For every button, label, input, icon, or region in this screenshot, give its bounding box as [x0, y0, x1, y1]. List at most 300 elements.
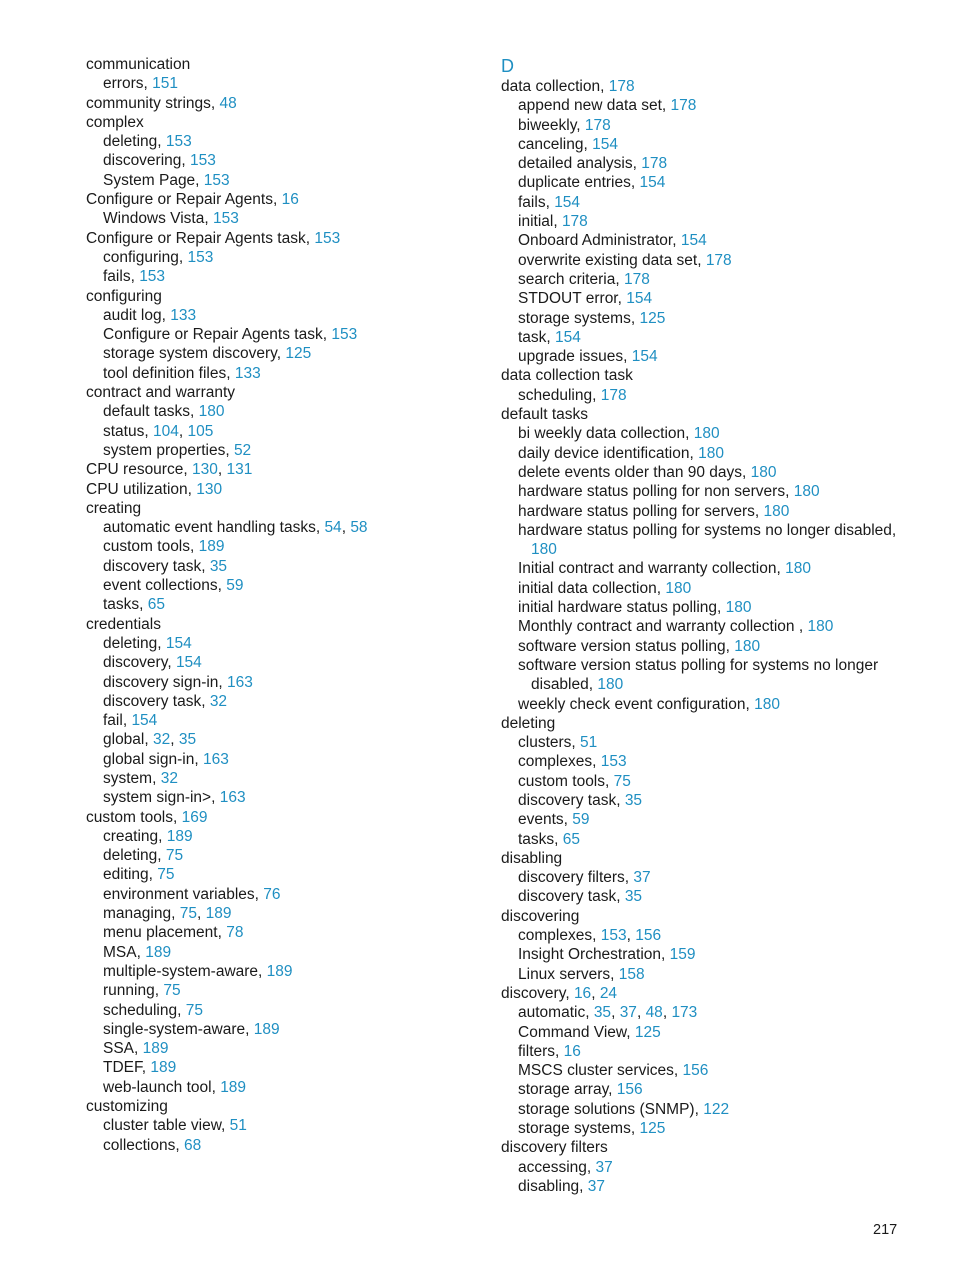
page-reference-link[interactable]: 153 — [600, 927, 627, 945]
page-reference-link[interactable]: 169 — [181, 808, 208, 826]
page-reference-link[interactable]: 180 — [763, 502, 790, 520]
entry-content — [518, 696, 780, 713]
entry-content — [518, 638, 760, 655]
page-reference-link[interactable]: 52 — [233, 441, 252, 459]
entry-content — [103, 268, 165, 285]
page-reference-link[interactable]: 180 — [531, 541, 557, 559]
page-reference-link[interactable]: 125 — [639, 1120, 666, 1138]
page-reference-link[interactable]: 154 — [131, 712, 158, 730]
entry-content — [518, 811, 590, 828]
entry-term: initial, — [518, 213, 562, 231]
page-reference-link[interactable]: 154 — [554, 193, 581, 211]
entry-term: accessing, — [518, 1158, 596, 1176]
page-reference-link[interactable]: 156 — [616, 1081, 643, 1099]
entry-content — [518, 618, 833, 635]
index-subentry — [86, 788, 476, 807]
entry-content — [501, 715, 555, 732]
index-subentry — [501, 193, 911, 212]
entry-term: storage systems, — [518, 1120, 640, 1138]
entry-term: custom tools, — [103, 538, 199, 556]
entry-term: System Page, — [103, 171, 204, 189]
page-reference-link[interactable]: 154 — [680, 232, 707, 250]
page-reference-link[interactable]: 58 — [350, 519, 368, 537]
index-entry — [501, 714, 911, 733]
entry-content — [518, 560, 811, 577]
entry-term: filters, — [518, 1042, 564, 1060]
page-reference-link[interactable]: 37 — [595, 1158, 613, 1176]
page-reference-link[interactable]: 125 — [639, 309, 666, 327]
index-subentry — [86, 673, 476, 692]
index-subentry — [501, 733, 911, 752]
index-column-left — [86, 55, 476, 1155]
entry-content — [518, 252, 732, 269]
entry-content — [518, 329, 581, 346]
page-reference-link[interactable]: 78 — [226, 924, 244, 942]
entry-content — [518, 425, 720, 442]
page-reference-link[interactable]: 133 — [170, 306, 197, 324]
entry-term: Linux servers, — [518, 965, 619, 983]
page-reference-link[interactable]: 180 — [725, 599, 752, 617]
page-reference-link[interactable]: 154 — [592, 135, 618, 153]
entry-term: fails, — [103, 268, 140, 286]
page-reference-link[interactable]: 189 — [253, 1020, 280, 1038]
index-subentry — [86, 1058, 476, 1077]
entry-content — [518, 503, 789, 520]
page-reference-link[interactable]: 37 — [633, 869, 651, 887]
page-reference-link[interactable]: 153 — [139, 268, 166, 286]
index-subentry — [86, 827, 476, 846]
index-subentry — [501, 135, 911, 154]
entry-term: upgrade issues, — [518, 348, 632, 366]
index-subentry — [86, 962, 476, 981]
entry-term: community strings, — [86, 94, 220, 112]
page-reference-link[interactable]: 48 — [645, 1004, 663, 1022]
index-subentry — [86, 653, 476, 672]
index-subentry — [86, 1039, 476, 1058]
entry-term: deleting, — [103, 847, 166, 865]
page-reference-link[interactable]: 65 — [562, 830, 581, 848]
page-reference-link[interactable]: 37 — [619, 1004, 637, 1022]
index-subentry — [501, 231, 911, 250]
entry-content — [86, 95, 237, 112]
page-reference-link[interactable]: 32 — [209, 692, 228, 710]
entry-content — [518, 348, 658, 365]
entry-term: discovering, — [103, 152, 191, 170]
page-reference-link[interactable]: 75 — [163, 982, 181, 1000]
index-subentry — [86, 537, 476, 556]
page-reference-link[interactable]: 189 — [142, 1040, 169, 1058]
page-reference-link[interactable]: 180 — [665, 579, 692, 597]
entry-content — [501, 908, 579, 925]
entry-term: disabled, — [531, 676, 598, 694]
index-subentry — [86, 981, 476, 1000]
page-reference-link[interactable]: 178 — [584, 116, 611, 134]
index-subentry — [501, 598, 911, 617]
entry-content — [518, 1024, 661, 1041]
page-reference-link[interactable]: 125 — [634, 1023, 661, 1041]
page-reference-link[interactable]: 180 — [597, 676, 624, 694]
index-entry — [501, 405, 911, 424]
page-reference-link[interactable]: 154 — [165, 634, 192, 652]
entry-content — [518, 483, 820, 500]
entry-content — [103, 365, 261, 382]
page-reference-link[interactable]: 35 — [178, 731, 197, 749]
index-subentry — [86, 1001, 476, 1020]
index-subentry — [501, 212, 911, 231]
entry-content — [518, 541, 557, 558]
entry-term: storage array, — [518, 1081, 617, 1099]
page-reference-link[interactable]: 16 — [573, 984, 592, 1002]
entry-term: Configure or Repair Agents task, — [103, 326, 332, 344]
page-reference-link[interactable]: 16 — [281, 191, 299, 209]
page-reference-link[interactable]: 189 — [220, 1078, 247, 1096]
entry-term: system properties, — [103, 441, 234, 459]
page-reference-link[interactable]: 153 — [331, 326, 358, 344]
entry-content — [103, 886, 281, 903]
index-subentry — [501, 1080, 911, 1099]
entry-content — [518, 946, 696, 963]
page-reference-link[interactable]: 130 — [196, 480, 223, 498]
entry-term: overwrite existing data set, — [518, 251, 706, 269]
entry-content — [103, 307, 196, 324]
entry-term: storage solutions (SNMP), — [518, 1100, 704, 1118]
index-entry — [501, 907, 911, 926]
entry-content — [86, 500, 141, 517]
page-reference-link[interactable]: 180 — [785, 560, 811, 578]
entry-content — [103, 538, 225, 555]
page-reference-link[interactable]: 189 — [150, 1059, 177, 1077]
entry-content — [501, 850, 562, 867]
entry-term: creating, — [103, 827, 167, 845]
page-reference-link[interactable]: 16 — [563, 1042, 581, 1060]
entry-term: fails, — [518, 193, 555, 211]
entry-content — [103, 866, 175, 883]
page-reference-link[interactable]: 24 — [599, 984, 618, 1002]
index-subentry — [86, 306, 476, 325]
entry-content — [103, 944, 171, 961]
page-ref-separator: , — [662, 1004, 672, 1022]
page-reference-link[interactable]: 35 — [624, 791, 643, 809]
page-reference-link[interactable]: 189 — [266, 962, 293, 980]
entry-term: collections, — [103, 1136, 184, 1154]
entry-content — [103, 1059, 176, 1076]
entry-content — [518, 117, 611, 134]
index-subentry — [86, 846, 476, 865]
page-reference-link[interactable]: 35 — [624, 888, 643, 906]
entry-content — [103, 982, 181, 999]
index-subentry — [86, 402, 476, 421]
page-reference-link[interactable]: 131 — [226, 461, 253, 479]
entry-content — [518, 1062, 708, 1079]
page-reference-link[interactable]: 178 — [623, 270, 650, 288]
entry-content — [86, 1098, 168, 1115]
page-reference-link[interactable]: 159 — [669, 946, 696, 964]
index-entry — [86, 229, 476, 248]
entry-term: discovery sign-in, — [103, 673, 228, 691]
page-reference-link[interactable]: 32 — [160, 769, 178, 787]
entry-content — [103, 654, 202, 671]
page-reference-link[interactable]: 163 — [219, 789, 246, 807]
entry-content — [86, 616, 161, 633]
entry-term: default tasks — [501, 406, 589, 424]
index-subentry — [86, 711, 476, 730]
entry-term: deleting — [501, 714, 556, 732]
page-reference-link[interactable]: 156 — [635, 927, 662, 945]
index-subentry — [501, 675, 911, 694]
index-entry — [86, 480, 476, 499]
page-reference-link[interactable]: 48 — [219, 94, 237, 112]
page-reference-link[interactable]: 153 — [203, 171, 230, 189]
page-reference-link[interactable]: 189 — [166, 827, 193, 845]
page-reference-link[interactable]: 59 — [226, 577, 244, 595]
entry-term: discovery task, — [103, 557, 210, 575]
page-reference-link[interactable]: 178 — [561, 213, 588, 231]
page-reference-link[interactable]: 104 — [152, 422, 179, 440]
entry-term: Command View, — [518, 1023, 635, 1041]
entry-term: customizing — [86, 1098, 168, 1116]
entry-term: Insight Orchestration, — [518, 946, 670, 964]
entry-term: global, — [103, 731, 153, 749]
page-reference-link[interactable]: 154 — [175, 654, 202, 672]
entry-content — [518, 927, 661, 944]
entry-content — [103, 249, 213, 266]
page-reference-link[interactable]: 130 — [191, 461, 218, 479]
page-reference-link[interactable]: 180 — [793, 483, 820, 501]
entry-content — [103, 133, 192, 150]
index-subentry — [86, 1020, 476, 1039]
index-subentry — [501, 289, 911, 308]
page-reference-link[interactable]: 178 — [608, 78, 635, 95]
entry-term: complex — [86, 113, 144, 131]
entry-term: Onboard Administrator, — [518, 232, 681, 250]
index-entry — [86, 55, 476, 74]
index-column-right — [501, 55, 911, 1196]
page-reference-link[interactable]: 35 — [209, 557, 228, 575]
entry-content — [103, 1079, 246, 1096]
index-subentry — [501, 945, 911, 964]
index-entry — [501, 984, 911, 1003]
entry-term: initial data collection, — [518, 579, 666, 597]
index-subentry — [501, 1003, 911, 1022]
page-reference-link[interactable]: 68 — [183, 1136, 202, 1154]
page-reference-link[interactable]: 153 — [212, 210, 239, 228]
page-reference-link[interactable]: 76 — [263, 885, 281, 903]
index-subentry — [86, 769, 476, 788]
page-reference-link[interactable]: 156 — [682, 1062, 709, 1080]
entry-term: duplicate entries, — [518, 174, 640, 192]
page-reference-link[interactable]: 59 — [572, 811, 590, 829]
page-ref-separator: , — [217, 461, 227, 479]
index-subentry — [501, 1023, 911, 1042]
index-subentry — [501, 347, 911, 366]
index-subentry — [501, 116, 911, 135]
page-reference-link[interactable]: 75 — [165, 847, 184, 865]
entry-content — [103, 770, 178, 787]
index-subentry — [501, 887, 911, 906]
page-reference-link[interactable]: 75 — [185, 1001, 203, 1019]
index-subentry — [501, 309, 911, 328]
page-reference-link[interactable]: 178 — [670, 97, 697, 115]
entry-term: hardware status polling for systems no longer disabled, — [518, 521, 897, 539]
page-reference-link[interactable]: 180 — [734, 637, 761, 655]
page-reference-link[interactable]: 122 — [703, 1100, 730, 1118]
page-reference-link[interactable]: 154 — [555, 328, 581, 346]
entry-content — [103, 847, 183, 864]
index-subentry — [501, 328, 911, 347]
page-reference-link[interactable]: 189 — [205, 905, 232, 923]
page-reference-link[interactable]: 163 — [227, 673, 253, 691]
page-reference-link[interactable]: 133 — [234, 364, 261, 382]
index-subentry — [86, 750, 476, 769]
index-subentry — [501, 1061, 911, 1080]
page-reference-link[interactable]: 180 — [693, 425, 720, 443]
entry-content — [518, 464, 777, 481]
page-reference-link[interactable]: 75 — [613, 772, 631, 790]
entry-term: configuring — [86, 287, 162, 305]
page-reference-link[interactable]: 158 — [618, 965, 645, 983]
index-subentry — [501, 463, 911, 482]
page-reference-link[interactable]: 105 — [187, 422, 214, 440]
index-subentry — [86, 1116, 476, 1135]
entry-term: search criteria, — [518, 270, 624, 288]
entry-term: SSA, — [103, 1040, 143, 1058]
index-entry — [86, 287, 476, 306]
page-reference-link[interactable]: 35 — [593, 1004, 612, 1022]
entry-term: menu placement, — [103, 924, 227, 942]
entry-term: task, — [518, 328, 556, 346]
entry-term: automatic, — [518, 1004, 594, 1022]
entry-term: MSA, — [103, 943, 146, 961]
entry-term: hardware status polling for servers, — [518, 502, 764, 520]
page-reference-link[interactable]: 173 — [671, 1004, 698, 1022]
page-reference-link[interactable]: 180 — [750, 463, 777, 481]
entry-content — [103, 674, 253, 691]
entry-content — [103, 635, 192, 652]
page-reference-link[interactable]: 153 — [314, 229, 341, 247]
entry-term: delete events older than 90 days, — [518, 463, 751, 481]
entry-term: Initial contract and warranty collection, — [518, 560, 786, 578]
entry-content — [103, 558, 227, 575]
index-subentry — [86, 923, 476, 942]
page-reference-link[interactable]: 154 — [631, 348, 658, 366]
entry-term: event collections, — [103, 577, 227, 595]
page-reference-link[interactable]: 51 — [580, 734, 598, 752]
index-subentry — [501, 1177, 911, 1196]
index-subentry — [501, 270, 911, 289]
page-reference-link[interactable]: 153 — [187, 248, 214, 266]
entry-term: deleting, — [103, 634, 166, 652]
index-entry — [86, 460, 476, 479]
page-reference-link[interactable]: 37 — [587, 1177, 606, 1195]
page-reference-link[interactable]: 153 — [190, 152, 216, 170]
page-reference-link[interactable]: 51 — [229, 1117, 247, 1135]
page-reference-link[interactable]: 180 — [754, 695, 780, 713]
index-subentry — [86, 943, 476, 962]
entry-term: hardware status polling for non servers, — [518, 483, 794, 501]
entry-term: events, — [518, 811, 573, 829]
page-reference-link[interactable]: 178 — [641, 155, 668, 173]
entry-content — [86, 114, 144, 131]
page-reference-link[interactable]: 178 — [705, 251, 732, 269]
page-reference-link[interactable]: 153 — [165, 133, 192, 151]
entry-term: discovery task, — [518, 791, 625, 809]
entry-content — [518, 657, 878, 674]
page-reference-link[interactable]: 189 — [145, 943, 172, 961]
entry-content — [86, 56, 190, 73]
page-reference-link[interactable]: 180 — [698, 444, 724, 462]
entry-term: software version status polling for systems no longer — [518, 656, 879, 674]
entry-content — [518, 966, 645, 983]
index-subentry — [86, 1136, 476, 1155]
entry-content — [518, 1159, 613, 1176]
page-number: 217 — [873, 1222, 898, 1238]
entry-term: disabling — [501, 849, 563, 867]
entry-content — [518, 290, 652, 307]
page-reference-link[interactable]: 32 — [152, 731, 171, 749]
entry-content — [518, 753, 627, 770]
page-reference-link[interactable]: 151 — [152, 75, 178, 93]
page-reference-link[interactable]: 154 — [639, 174, 666, 192]
entry-content — [518, 232, 707, 249]
page-ref-separator: , — [626, 927, 636, 945]
entry-content — [518, 522, 896, 539]
page-reference-link[interactable]: 180 — [807, 618, 834, 636]
page-reference-link[interactable]: 65 — [147, 596, 166, 614]
page-reference-link[interactable]: 154 — [626, 290, 653, 308]
page-reference-link[interactable]: 180 — [198, 403, 225, 421]
entry-term: complexes, — [518, 927, 601, 945]
index-subentry — [86, 132, 476, 151]
entry-term: system, — [103, 769, 161, 787]
page-reference-link[interactable]: 125 — [285, 345, 312, 363]
index-subentry — [501, 830, 911, 849]
page-reference-link[interactable]: 54 — [324, 519, 342, 537]
index-subentry — [501, 154, 911, 173]
entry-term: environment variables, — [103, 885, 264, 903]
entry-term: biweekly, — [518, 116, 585, 134]
entry-content — [518, 1043, 581, 1060]
entry-content — [103, 596, 165, 613]
index-subentry — [501, 1158, 911, 1177]
entry-content — [86, 384, 235, 401]
entry-content — [103, 172, 230, 189]
page-reference-link[interactable]: 75 — [179, 905, 197, 923]
entry-content — [518, 387, 627, 404]
index-subentry — [86, 518, 476, 537]
index-letter-heading: D — [501, 56, 514, 76]
entry-content — [103, 712, 157, 729]
index-subentry — [501, 617, 911, 636]
entry-term: communication — [86, 56, 191, 73]
page-reference-link[interactable]: 163 — [202, 750, 229, 768]
index-subentry — [86, 595, 476, 614]
index-entry — [86, 383, 476, 402]
index-entry — [86, 1097, 476, 1116]
entry-content — [103, 924, 243, 941]
entry-term: weekly check event configuration, — [518, 695, 755, 713]
entry-term: fail, — [103, 712, 132, 730]
entry-term: data collection, — [501, 78, 609, 95]
index-subentry — [86, 171, 476, 190]
page-reference-link[interactable]: 153 — [600, 753, 627, 771]
index-subentry — [86, 730, 476, 749]
entry-content — [518, 734, 597, 751]
entry-content — [103, 442, 251, 459]
page-reference-link[interactable]: 75 — [157, 866, 175, 884]
index-subentry — [86, 325, 476, 344]
page-reference-link[interactable]: 178 — [600, 386, 627, 404]
page-reference-link[interactable]: 189 — [198, 538, 225, 556]
